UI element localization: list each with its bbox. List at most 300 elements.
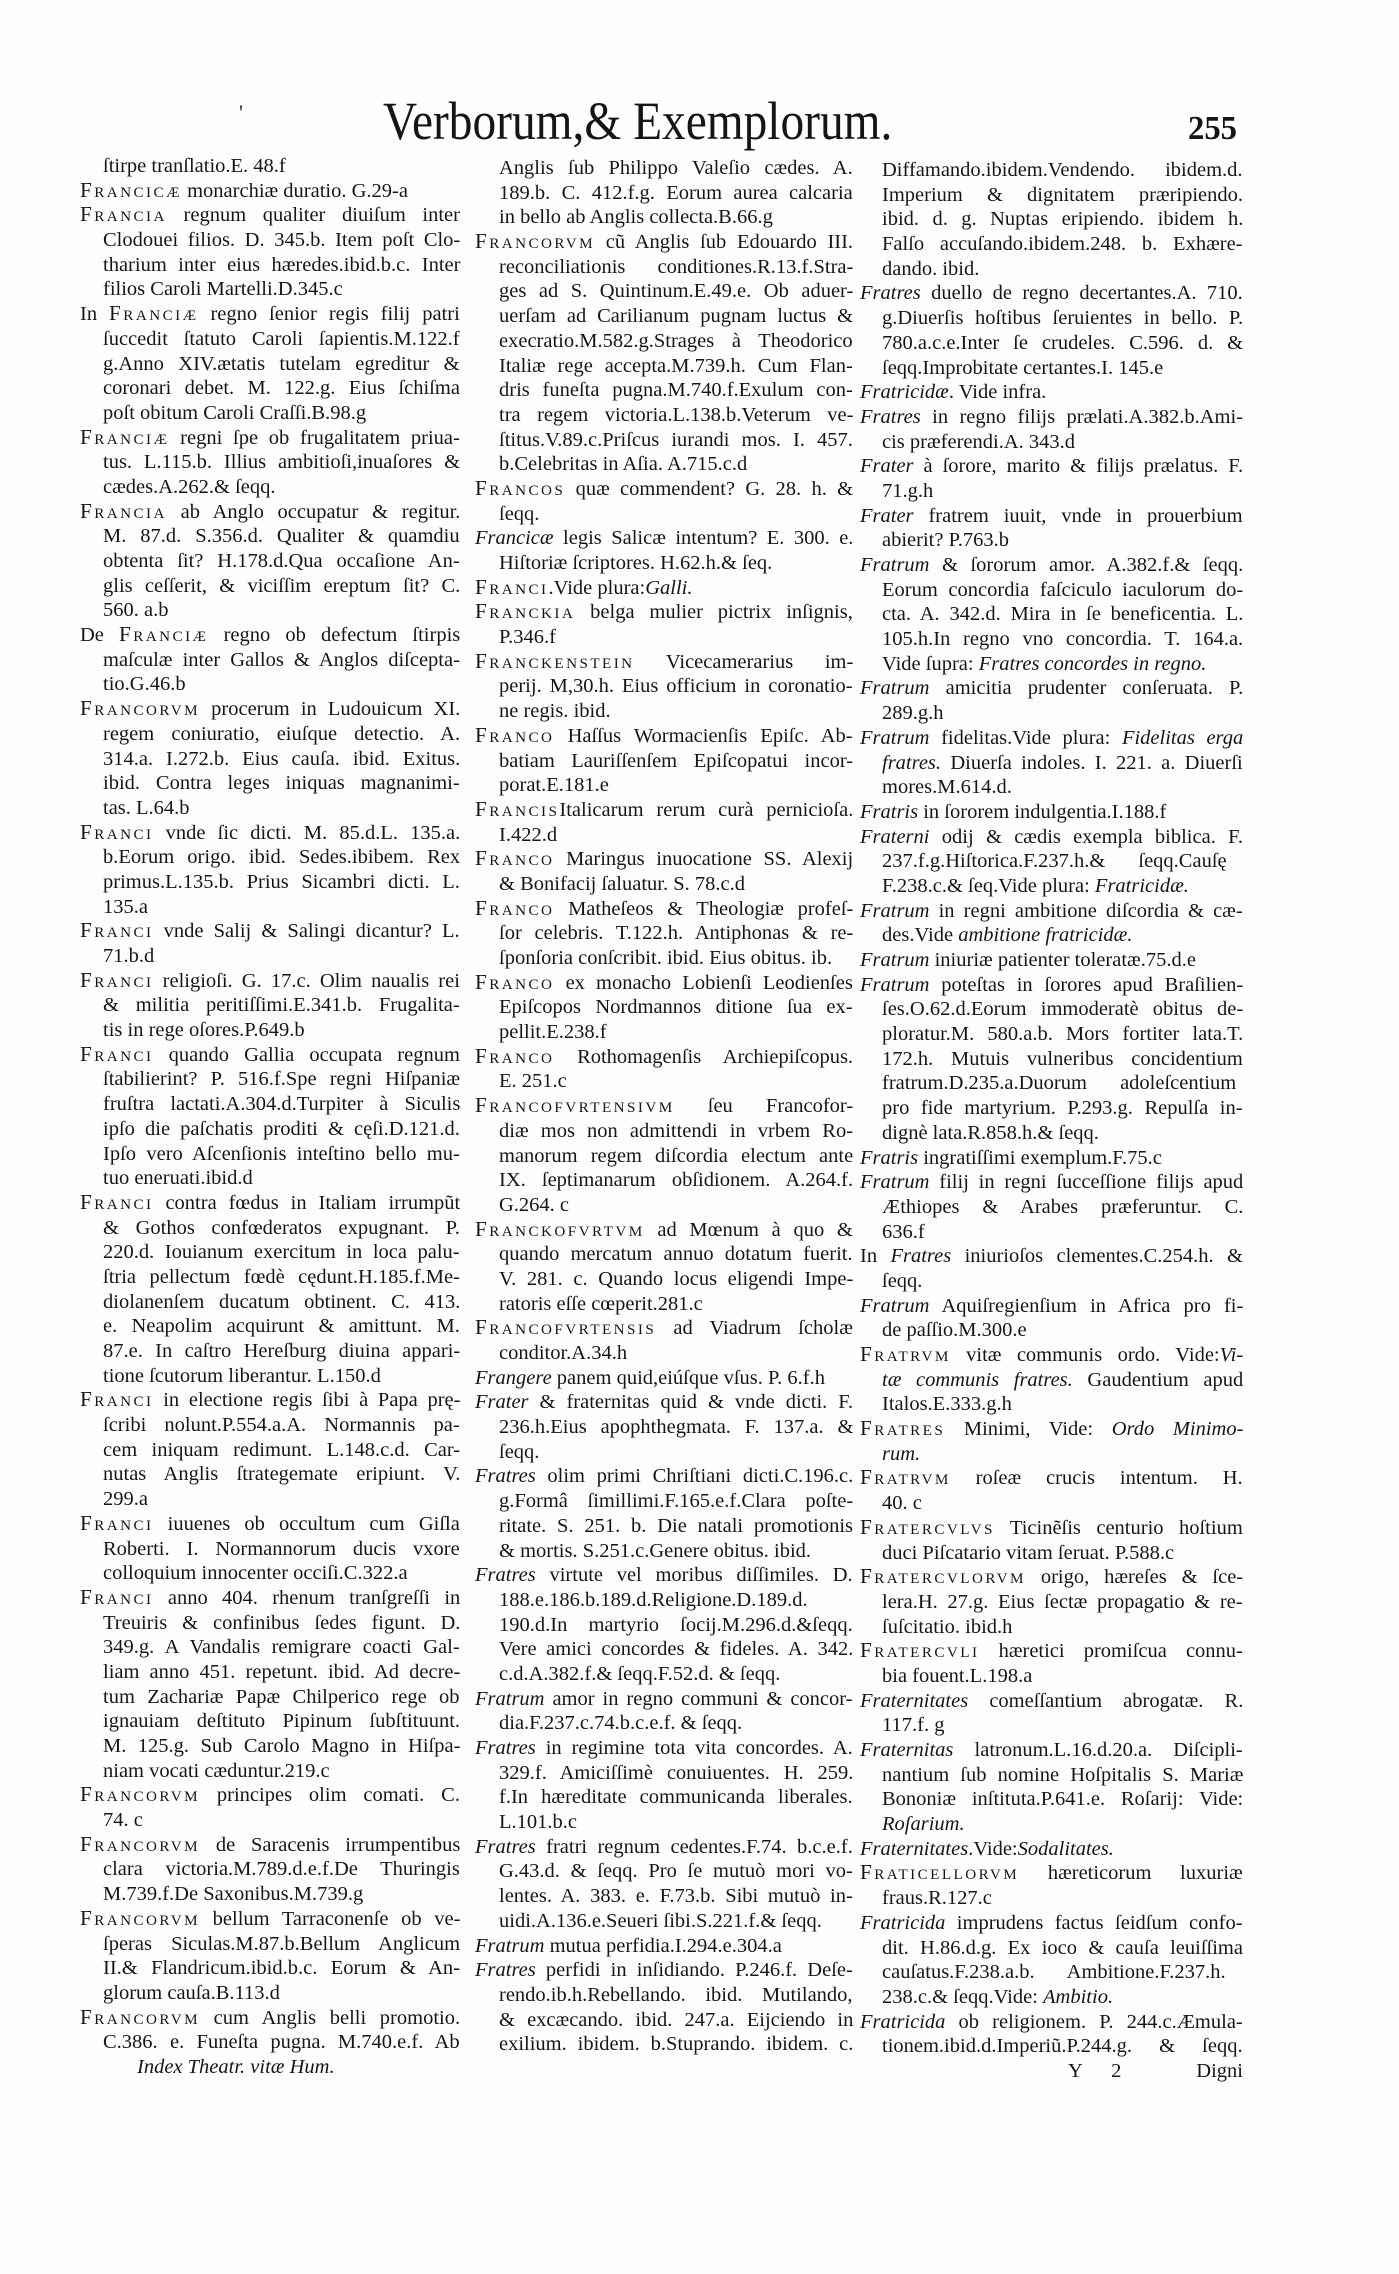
entry-text: primus.L.135.b. Prius Sicambri dicti. L. (103, 870, 460, 893)
index-line-text (475, 230, 853, 255)
index-line (882, 1096, 1243, 1121)
index-line (103, 1290, 460, 1315)
index-line (103, 1882, 460, 1907)
index-line (103, 1240, 460, 1265)
stray-ink-mark: ' (239, 100, 243, 125)
entry-text: & ſororum amor. A.382.f.& ſeqq. (929, 554, 1244, 576)
entry-text: 349.g. A Vandalis remigrare coacti Gal- (103, 1636, 460, 1659)
index-line (499, 1193, 853, 1218)
index-line (499, 428, 853, 453)
index-line-text (499, 452, 747, 477)
entry-text: fraus.R.127.c (882, 1887, 992, 1910)
index-line (860, 553, 1243, 578)
index-entry (860, 899, 1243, 948)
index-line-text (499, 1983, 853, 2008)
entry-text: 87.e. In caſtro Hereſburg diuina appari- (103, 1340, 461, 1362)
index-line-text (499, 1193, 569, 1218)
italic-text: Roſarium. (882, 1813, 965, 1836)
index-line-text (103, 1487, 148, 1512)
entry-text: maſculæ inter Gallos & Anglos diſcepta- (103, 648, 460, 671)
signature-title-line (137, 2055, 460, 2080)
index-entry (475, 1218, 853, 1317)
index-line (103, 1438, 460, 1463)
index-line (475, 971, 853, 996)
index-line-text (882, 874, 1189, 899)
index-line-text (860, 1689, 1243, 1714)
index-line (475, 1045, 853, 1070)
index-line (499, 1859, 853, 1884)
index-line (882, 183, 1243, 208)
index-line (103, 648, 460, 673)
index-line (499, 1440, 853, 1465)
italic-text: Fratres concordes in regno. (978, 652, 1207, 675)
index-line-text (499, 1119, 853, 1144)
entry-text: ſtria pellectum fœdè cędunt.H.185.f.Me- (103, 1265, 460, 1288)
index-line-text (103, 1808, 143, 1833)
italic-text: Vi- (1219, 1344, 1244, 1366)
index-entry (80, 969, 460, 1043)
headword-smallcaps: FRANCIS (475, 796, 560, 821)
index-line (882, 997, 1243, 1022)
entry-text: Diffamando.ibidem.Vendendo. ibidem.d. (882, 159, 1243, 181)
index-line (499, 205, 853, 230)
index-line (882, 874, 1243, 899)
index-entry (860, 726, 1243, 800)
entry-text: Rothomagenſis Archiepiſcopus. (554, 1045, 854, 1068)
index-line-text (499, 1514, 853, 1539)
index-line (103, 524, 460, 549)
index-entry (80, 1388, 460, 1511)
index-line (860, 1861, 1243, 1886)
entry-text: E. 251.c (499, 1070, 567, 1093)
index-line-text (860, 1294, 1243, 1319)
index-entry (475, 1366, 853, 1391)
catchword: Digni (1196, 2059, 1243, 2082)
index-line (882, 207, 1243, 232)
italic-text: ambitione fratricidæ. (958, 924, 1133, 947)
index-line-text (103, 1092, 460, 1117)
index-line-text (103, 1142, 460, 1167)
index-entry-continued (80, 154, 460, 179)
index-line-text (882, 1220, 925, 1245)
signature-line (860, 2059, 1243, 2084)
index-line (80, 697, 460, 722)
entry-text: legis Salicæ intentum? E. 300. e. (553, 527, 854, 550)
index-line (499, 749, 853, 774)
index-line-text (882, 430, 1075, 455)
index-line (882, 257, 1243, 282)
index-entry (475, 230, 853, 477)
entry-text: uidi.A.136.e.Seueri ſibi.S.221.f.& ſeqq. (499, 1909, 822, 1932)
index-line (882, 1047, 1243, 1072)
index-line (882, 627, 1243, 652)
entry-text: 188.e.186.b.189.d.Religione.D.189.d. (499, 1588, 808, 1611)
index-line-text (103, 1611, 460, 1636)
entry-text: nantium ſub nomine Hoſpitalis S. Mariæ (882, 1763, 1244, 1786)
headword-smallcaps: FRANCO (475, 722, 555, 747)
entry-text: cem iniquam redimunt. L.148.c.d. Car- (103, 1438, 461, 1461)
index-line-text (860, 1244, 1243, 1269)
entry-text: g.Formâ ſimillimi.F.165.e.f.Clara poſte- (499, 1490, 854, 1513)
index-line (499, 1415, 853, 1440)
entry-text: Æthiopes & Arabes præferuntur. C. (882, 1195, 1244, 1218)
index-line-text (103, 1956, 460, 1981)
index-line-text (882, 331, 1243, 356)
entry-text: obtenta ſit? H.178.d.Qua occaſione An- (103, 550, 460, 572)
index-line-text (499, 1884, 853, 1909)
index-line (499, 1144, 853, 1169)
index-line (499, 255, 853, 280)
index-line-text (882, 1886, 992, 1911)
index-line (103, 574, 460, 599)
index-line (475, 477, 853, 502)
index-line-text (882, 1664, 1032, 1689)
index-line (882, 306, 1243, 331)
entry-text: dit. H.86.d.g. Ex ioco & cauſa leuiſſima (882, 1936, 1243, 1959)
entry-text: quæ commendent? G. 28. h. & (565, 477, 854, 500)
index-entry (860, 676, 1243, 725)
index-line-text (103, 1117, 460, 1142)
italic-text: Frater (860, 455, 914, 478)
index-line (103, 1734, 460, 1759)
entry-text: iuuenes ob occultum cum Giſla (153, 1512, 460, 1535)
entry-text: 40. c (882, 1492, 922, 1515)
index-line (882, 232, 1243, 257)
index-line-text (103, 1709, 460, 1734)
entry-text: & mortis. S.251.c.Genere obitus. ibid. (499, 1539, 812, 1562)
index-line (103, 2030, 460, 2055)
page-number (1188, 112, 1237, 146)
index-line (103, 1314, 460, 1339)
index-line (882, 701, 1243, 726)
entry-text: ob religionem. P. 244.c.Æmula- (945, 2010, 1243, 2033)
entry-text: ſuſcitatio. ibid.h (882, 1615, 1013, 1638)
index-column-middle (475, 156, 853, 2057)
entry-text: batiam Lauriſſenſem Epiſcopatui incor- (499, 749, 854, 772)
index-line (499, 1539, 853, 1564)
italic-text: Frater (860, 504, 914, 527)
entry-text: panem quid,eiúſque vſus. P. 6.f.h (551, 1366, 825, 1389)
index-line-text (499, 946, 832, 971)
index-line (103, 1561, 460, 1586)
entry-text: de Saracenis irrumpentibus (200, 1833, 461, 1856)
index-line-text (860, 800, 1166, 825)
index-line-text (499, 1810, 577, 1835)
index-line (860, 800, 1243, 825)
index-column-right (860, 158, 1243, 2084)
index-line-text (103, 574, 460, 599)
headword-smallcaps: FRANCI (80, 819, 154, 844)
headword-smallcaps: FRANCIA (80, 498, 167, 523)
index-line (475, 798, 853, 823)
entry-text: M.739.f.De Saxonibus.M.739.g (103, 1883, 364, 1906)
italic-text: Fratris (860, 800, 919, 823)
index-entry (475, 526, 853, 575)
entry-text: cũ Anglis ſub Edouardo III. (595, 231, 854, 254)
italic-text: Fratrum (860, 677, 930, 700)
entry-text: perij. M,30.h. Eius officium in coronatio- (499, 675, 853, 698)
index-entry (860, 1146, 1243, 1171)
index-line (860, 1911, 1243, 1936)
index-line (103, 1067, 460, 1092)
index-line (499, 674, 853, 699)
entry-text: bellum Tarraconenſe ob ve- (200, 1907, 461, 1930)
entry-text: bia fouent.L.198.a (882, 1664, 1033, 1687)
italic-text: Fratres (475, 1959, 536, 1982)
entry-text: ſuccedit ſtatuto Caroli ſapientis.M.122.f (103, 327, 460, 350)
index-entry (80, 203, 460, 302)
entry-text: dando. ibid. (882, 257, 980, 280)
gathering-signature: Y 2 (1068, 2059, 1122, 2082)
index-line (499, 1761, 853, 1786)
italic-text: Fraterni (860, 825, 930, 848)
column-entries (475, 156, 853, 2057)
index-line-text (860, 1417, 1243, 1442)
index-line-text (882, 849, 1227, 874)
entry-text: Aquiſregienſium in Africa pro fi- (929, 1294, 1244, 1317)
entry-text: contra fœdus in Italiam irrumpũt (153, 1191, 461, 1214)
index-entry (860, 1837, 1243, 1862)
index-line-text (475, 1563, 853, 1588)
index-line-text (103, 401, 366, 426)
index-line-text (499, 1785, 853, 1810)
entry-text: ad Mœnum à quo & (644, 1218, 853, 1241)
index-entry (860, 281, 1243, 380)
index-line-text (80, 1388, 460, 1413)
index-entry (475, 600, 853, 649)
italic-text: Ordo Minimo- (1111, 1418, 1244, 1441)
index-line-text (499, 403, 853, 428)
entry-text: cauſatus.F.238.a.b. Ambitione.F.237.h. (882, 1961, 1226, 1984)
index-line (103, 1981, 460, 2006)
entry-text: Eorum concordia faſciculo iaculorum do- (882, 578, 1244, 601)
index-line-text (860, 380, 1046, 405)
index-line (103, 1092, 460, 1117)
italic-text: Fidelitas erga (1121, 726, 1244, 749)
index-line-text (860, 1146, 1162, 1171)
index-line-text (475, 971, 853, 996)
entry-text: mores.M.614.d. (882, 776, 1012, 799)
index-entry (80, 697, 460, 820)
entry-text: amor in regno communi & concor- (544, 1687, 853, 1710)
index-line-text (499, 428, 853, 453)
entry-text: mutua perfidia.I.294.e.304.a (544, 1934, 782, 1957)
entry-text: 236.h.Eius apophthegmata. F. 137.a. & (499, 1416, 854, 1439)
entry-text: & Gothos confœderatos expugnant. P. (103, 1216, 460, 1239)
entry-text: in bello ab Anglis collecta.B.66.g (499, 206, 773, 229)
index-line-text (499, 205, 773, 230)
entry-text: P.346.f (499, 626, 556, 649)
index-line-text (499, 1341, 627, 1366)
entry-text: cum Anglis belli promotio. (200, 2006, 461, 2029)
index-line-text (103, 1462, 460, 1487)
entry-text: regem coniuratio, eiuſque detectio. A. (103, 722, 461, 745)
index-line-text (860, 1738, 1243, 1763)
index-line (80, 1191, 460, 1216)
index-line-text (499, 156, 853, 181)
index-line-text (103, 549, 460, 574)
italic-text: Ambitio. (1043, 1985, 1114, 2008)
index-line (475, 600, 853, 625)
index-line-text (475, 1736, 853, 1761)
italic-text: Fraternitates (860, 1689, 969, 1712)
index-line (103, 796, 460, 821)
entry-text: hæreticorum luxuriæ (1019, 1862, 1243, 1885)
index-entry (475, 724, 853, 798)
index-line (499, 1983, 853, 2008)
index-entry (80, 1833, 460, 1907)
index-line-text (860, 1861, 1243, 1886)
entry-text: M. 125.g. Sub Carolo Magno in Hiſpa- (103, 1735, 461, 1757)
index-line-text (475, 600, 853, 625)
index-line (103, 1216, 460, 1241)
index-line-text (103, 771, 460, 796)
index-line (882, 1713, 1243, 1738)
index-line-text (860, 504, 1243, 529)
index-line-text (103, 1759, 330, 1784)
entry-text: f.In hæreditate communicanda liberales. (499, 1786, 853, 1809)
index-line-text (882, 1047, 1243, 1072)
index-line-text (499, 329, 853, 354)
entry-text: In (860, 1245, 891, 1268)
headword-smallcaps: FRANCORVM (80, 696, 201, 721)
index-line (475, 230, 853, 255)
index-line (499, 1489, 853, 1514)
index-line-text (103, 1635, 460, 1660)
entry-text: niam vocati cæduntur.219.c (103, 1759, 330, 1782)
index-line-text (882, 1713, 944, 1738)
entry-text: comeſſantium abrogatæ. R. (968, 1689, 1244, 1712)
index-line-text (882, 528, 1009, 553)
index-line (103, 549, 460, 574)
index-line-text (882, 1071, 1236, 1096)
index-line (499, 1168, 853, 1193)
index-line-text (499, 304, 853, 329)
index-line (860, 1294, 1243, 1319)
entry-text: ipſo die paſchatis proditi & cęſi.D.121.d. (103, 1117, 460, 1140)
index-line (103, 1018, 460, 1043)
index-line-text (80, 919, 460, 944)
index-line-text (882, 1615, 1012, 1640)
index-line (882, 528, 1243, 553)
index-line-text (499, 1440, 539, 1465)
entry-text: ſeqq.Improbitate certantes.I. 145.e (882, 356, 1164, 379)
index-line (80, 1833, 460, 1858)
index-line (499, 2032, 853, 2057)
entry-text: G.43.d. & ſeqq. Pro ſe mutuò mori vo- (499, 1860, 853, 1883)
index-line-text (882, 1985, 1113, 2010)
headword-smallcaps: FRATERCVLI (860, 1638, 980, 1663)
entry-text: Matheſeos & Theologiæ profeſ- (554, 897, 854, 920)
index-line (860, 1170, 1243, 1195)
index-line (103, 845, 460, 870)
index-line (860, 1837, 1243, 1862)
index-line-text (882, 1022, 1243, 1047)
entry-text: ſeqq. (882, 1269, 923, 1292)
italic-text: Fratrum (475, 1687, 545, 1710)
index-line (882, 1763, 1243, 1788)
index-entry (80, 1512, 460, 1586)
entry-text: Clodouei filios. D. 345.b. Item poſt Clo- (103, 229, 461, 252)
headword-smallcaps: FRANCO (475, 846, 555, 871)
index-line-text (475, 798, 853, 823)
index-line-text (103, 993, 460, 1018)
index-line-text (80, 1586, 460, 1611)
index-line-text (860, 1516, 1243, 1541)
entry-text: coronari debet. M. 122.g. Eius ſchiſma (103, 377, 460, 400)
entry-text: ſeqq. (499, 1440, 540, 1463)
index-line-text (103, 352, 460, 377)
index-line-text (499, 1539, 811, 1564)
italic-text: Fratrum (860, 726, 930, 749)
index-line-text (475, 1958, 853, 1983)
entry-text: 190.d.In martyrio ſocij.M.296.d.&ſeqq. (499, 1613, 853, 1636)
index-line-text (499, 773, 609, 798)
entry-text: Italiæ rege accepta.M.739.h. Cum Flan- (499, 354, 853, 377)
index-line-text (103, 1561, 408, 1586)
entry-text: 135.a (103, 895, 148, 918)
index-entry (860, 553, 1243, 676)
index-line (475, 724, 853, 749)
index-line (475, 1316, 853, 1341)
entry-text: virtute vel moribus diſſimiles. D. (535, 1564, 853, 1587)
entry-text: ingratiſſimi exemplum.F.75.c (918, 1146, 1162, 1169)
index-line (499, 1588, 853, 1613)
italic-text: Francicæ (475, 527, 554, 550)
index-line (475, 526, 853, 551)
italic-text: Fratrum (860, 554, 930, 576)
index-line-text (103, 1018, 305, 1043)
index-line (882, 1615, 1243, 1640)
index-line-text (80, 1043, 460, 1068)
entry-text: Ticinẽſis centurio hoſtium (994, 1516, 1243, 1539)
entry-text: M. 87.d. S.356.d. Qualiter & quamdiu (103, 525, 460, 548)
italic-text: Fratrum (860, 1294, 930, 1317)
entry-text: diæ mos non admittendi in vrbem Ro- (499, 1119, 854, 1142)
entry-text: in regni ambitione diſcordia & cæ- (929, 899, 1243, 922)
index-line (80, 203, 460, 228)
headword-smallcaps: FRANCORVM (475, 229, 596, 254)
index-line-text (103, 722, 460, 747)
entry-text: in ſororem indulgentia.I.188.f (918, 800, 1167, 823)
headword-smallcaps: FRANCI (80, 1387, 154, 1412)
entry-text: 780.a.c.e.Inter ſe crudeles. C.596. d. & (882, 331, 1244, 354)
index-line-text (103, 648, 460, 673)
index-line (103, 1487, 460, 1512)
index-line-text (860, 1639, 1243, 1664)
entry-text: vnde ſic dicti. M. 85.d.L. 135.a. (153, 821, 461, 844)
index-line-text (882, 257, 979, 282)
index-line (860, 1146, 1243, 1171)
index-line-text (499, 1613, 853, 1638)
index-line-text (882, 1787, 1243, 1812)
entry-text: ab Anglo occupatur & regitur. (166, 500, 461, 523)
entry-text: ſperas Siculas.M.87.b.Bellum Anglicum (103, 1932, 461, 1955)
index-line (103, 1166, 460, 1191)
index-line (499, 378, 853, 403)
index-line-text (499, 1267, 853, 1292)
entry-text: b.Celebritas in Aſia. A.715.c.d (499, 453, 748, 476)
italic-text: Fraternitates (860, 1837, 969, 1860)
index-line (499, 1242, 853, 1267)
index-line (80, 426, 460, 451)
index-line-text (860, 825, 1243, 850)
index-line-text (860, 948, 1196, 973)
index-line-text (499, 1489, 853, 1514)
headword-smallcaps: FRANCO (475, 1043, 555, 1068)
index-line-text (80, 2006, 460, 2031)
index-line (860, 1466, 1243, 1491)
